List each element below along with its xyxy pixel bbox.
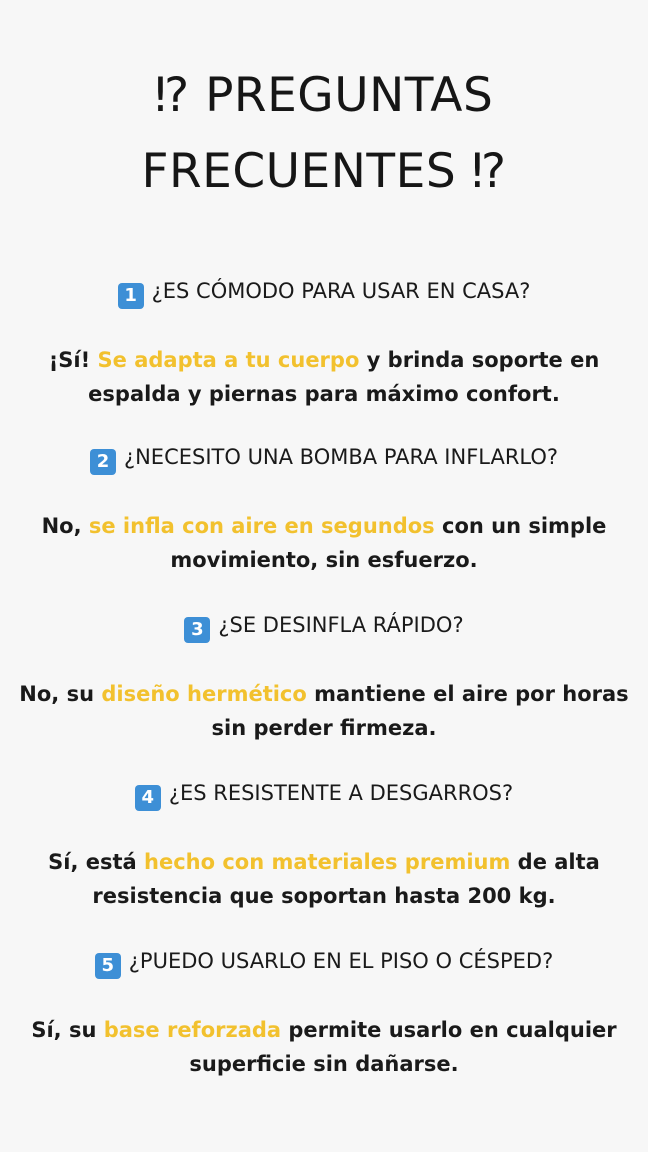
faq-question (0, 777, 648, 811)
faq-question-text: ¿NECESITO UNA BOMBA PARA INFLARLO? (123, 445, 559, 469)
title-line-2: FRECUENTES ⁉ (141, 144, 507, 199)
faq-item-1 (0, 275, 648, 411)
faq-question (0, 945, 648, 979)
faq-answer-text: de alta resistencia que soportan hasta 200 kg. (92, 850, 600, 908)
faq-answer-highlight: base reforzada (103, 1018, 282, 1042)
faq-answer-text: permite usarlo en cualquier superficie sin dañarse. (189, 1018, 617, 1076)
faq-answer-text: No, su (19, 682, 102, 706)
faq-answer-highlight: Se adapta a tu cuerpo (97, 348, 360, 372)
faq-question-text: ¿ES RESISTENTE A DESGARROS? (168, 781, 514, 805)
faq-answer-highlight: hecho con materiales premium (144, 850, 511, 874)
faq-answer-text: Sí, está (48, 850, 145, 874)
number-3-icon: 3 (184, 617, 210, 643)
number-1-icon: 1 (118, 283, 144, 309)
title-line-1: ⁉ PREGUNTAS (154, 68, 494, 123)
faq-item-4 (0, 777, 648, 913)
faq-question (0, 441, 648, 475)
faq-answer-text: Sí, su (31, 1018, 104, 1042)
number-5-icon: 5 (95, 953, 121, 979)
faq-answer (0, 677, 648, 745)
number-4-icon: 4 (135, 785, 161, 811)
faq-item-2 (0, 441, 648, 577)
faq-answer (0, 509, 648, 577)
faq-answer-text: ¡Sí! (48, 348, 98, 372)
faq-answer (0, 845, 648, 913)
faq-answer-text: y brinda soporte en espalda y piernas para máximo confort. (88, 348, 600, 406)
faq-answer-text: con un simple movimiento, sin esfuerzo. (170, 514, 607, 572)
faq-answer-text: mantiene el aire por horas sin perder firmeza. (211, 682, 629, 740)
page-title (0, 58, 648, 210)
faq-answer-highlight: se infla con aire en segundos (88, 514, 435, 538)
faq-question-text: ¿PUEDO USARLO EN EL PISO O CÉSPED? (128, 949, 554, 973)
faq-answer (0, 1013, 648, 1081)
faq-answer-highlight: diseño hermético (101, 682, 307, 706)
faq-question (0, 275, 648, 309)
faq-answer (0, 343, 648, 411)
faq-item-5 (0, 945, 648, 1081)
faq-item-3 (0, 609, 648, 745)
faq-question-text: ¿ES CÓMODO PARA USAR EN CASA? (151, 279, 531, 303)
number-2-icon: 2 (90, 449, 116, 475)
faq-question (0, 609, 648, 643)
faq-question-text: ¿SE DESINFLA RÁPIDO? (218, 613, 464, 637)
faq-answer-text: No, (41, 514, 89, 538)
